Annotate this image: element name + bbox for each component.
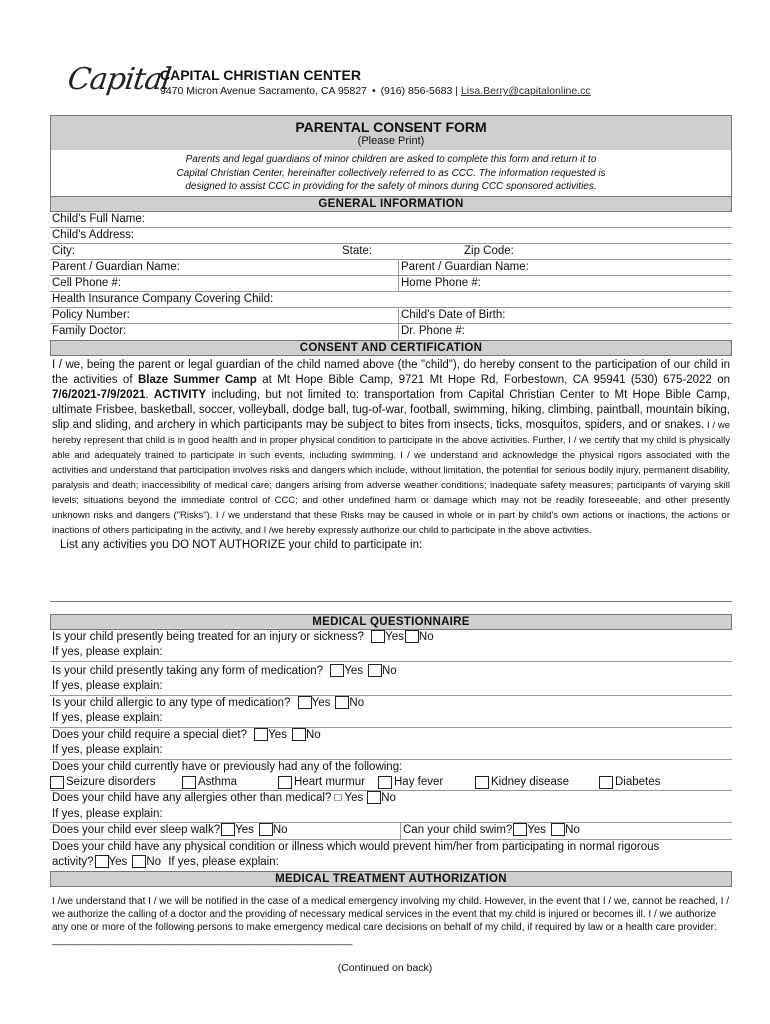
yes-label: Yes — [311, 696, 331, 709]
consent-text — [50, 356, 732, 538]
guardian-row — [50, 260, 732, 276]
no-checkbox[interactable] — [367, 791, 381, 804]
doctor-row — [50, 324, 732, 340]
asthma-checkbox[interactable] — [182, 776, 196, 789]
form-intro — [50, 150, 732, 196]
condition-hay-fever[interactable] — [378, 775, 475, 790]
explain-field[interactable]: If yes, please explain: — [50, 807, 732, 824]
insurance-field[interactable] — [50, 292, 732, 308]
child-dob-field[interactable]: Child's Date of Birth: — [398, 308, 505, 323]
question-text: Does your child ever sleep walk? — [52, 824, 221, 836]
medical-question-5: Does your child currently have or previously had any of the following: — [52, 760, 403, 773]
child-address-field[interactable] — [50, 228, 732, 244]
no-checkbox[interactable] — [335, 696, 349, 709]
no-label: No — [382, 664, 397, 677]
medical-question-7 — [52, 823, 400, 839]
diabetes-checkbox[interactable] — [599, 776, 613, 789]
yes-checkbox[interactable] — [221, 823, 235, 836]
consent-form — [50, 115, 732, 947]
kidney-checkbox[interactable] — [475, 776, 489, 789]
medical-question-8 — [400, 823, 580, 839]
organization-contact — [160, 85, 591, 97]
question-text: Is your child presently taking any form of medication? — [52, 664, 324, 677]
authorization-text: I /we understand that I / we will be notified in the case of a medical emergency involving my child. However, in the event that I / we, cannot be reached, I / we authorize the calling of a doctor and the providing of necessary medical services in the event that my child is injured or becomes ill. I / we authorize any one or more of the following persons to make emergency medical care decisions on behalf of my child, if required by law or a health care provider: ______________________________________________________ — [52, 895, 730, 946]
no-checkbox[interactable] — [368, 664, 382, 677]
seizure-checkbox[interactable] — [50, 776, 64, 789]
home-phone-field[interactable]: Home Phone #: — [398, 276, 481, 291]
consent-text-part: . — [145, 388, 154, 401]
intro-line: Capital Christian Center, hereinafter collectively referred to as CCC. The information requested is — [176, 167, 606, 179]
consent-text-part: I / we, being the parent or legal guardian of the child named above (the "child"), do hereby consent to the participation of our child in the activities of — [52, 358, 730, 386]
explain-label[interactable]: If yes, please explain: — [168, 856, 279, 868]
city-state-zip-row — [50, 244, 732, 260]
unauthorized-activities-label: List any activities you DO NOT AUTHORIZE your child to participate in: — [60, 538, 423, 551]
medical-treatment-authorization-heading: MEDICAL TREATMENT AUTHORIZATION — [50, 871, 732, 887]
hay-fever-checkbox[interactable] — [378, 776, 392, 789]
no-label: No — [418, 630, 434, 643]
yes-checkbox[interactable] — [330, 664, 344, 677]
no-checkbox[interactable] — [405, 630, 419, 643]
guardian-2-field[interactable]: Parent / Guardian Name: — [398, 260, 529, 275]
child-name-field[interactable] — [50, 212, 732, 228]
general-information-heading: GENERAL INFORMATION — [50, 196, 732, 212]
no-label: No — [349, 696, 365, 709]
doctor-phone-field[interactable]: Dr. Phone #: — [398, 324, 465, 340]
organization-email-link[interactable]: Lisa.Berry@capitalonline.cc — [460, 85, 591, 97]
organization-address: 9470 Micron Avenue Sacramento, CA 95827 — [160, 85, 368, 97]
medical-questionnaire-heading: MEDICAL QUESTIONNAIRE — [50, 614, 732, 630]
explain-field[interactable]: If yes, please explain: — [50, 679, 732, 696]
camp-name: Blaze Summer Camp — [137, 373, 257, 386]
letterhead — [62, 60, 742, 110]
medical-question-6 — [50, 791, 732, 807]
zip-field[interactable]: Zip Code: — [464, 244, 514, 257]
city-field[interactable]: City: — [52, 244, 75, 257]
yes-checkbox[interactable] — [298, 696, 312, 709]
camp-dates: 7/6/2021-7/9/2021 — [52, 388, 146, 401]
condition-label: Diabetes — [615, 776, 661, 788]
question-text: Does your child require a special diet? — [52, 728, 247, 741]
cell-phone-field[interactable]: Cell Phone #: — [52, 276, 122, 289]
condition-label: Heart murmur — [294, 776, 365, 788]
activity-label: ACTIVITY — [153, 388, 207, 401]
condition-label: Hay fever — [394, 776, 444, 788]
medical-question-2 — [50, 662, 732, 680]
yes-label: Yes — [385, 630, 404, 643]
heart-murmur-checkbox[interactable] — [278, 776, 292, 789]
organization-name: CAPITAL CHRISTIAN CENTER — [160, 67, 361, 83]
intro-line: Parents and legal guardians of minor children are asked to complete this form and return it to — [185, 154, 597, 165]
field-label: Child's Full Name: — [52, 212, 145, 225]
medical-question-3 — [50, 696, 732, 712]
yes-checkbox[interactable] — [371, 630, 385, 643]
yes-checkbox[interactable] — [95, 855, 109, 868]
form-title-box — [50, 115, 732, 150]
explain-field[interactable]: If yes, please explain: — [50, 711, 732, 728]
policy-row — [50, 308, 732, 324]
form-title: PARENTAL CONSENT FORM — [295, 119, 487, 135]
yes-checkbox[interactable] — [254, 728, 268, 741]
form-subtitle: (Please Print) — [357, 135, 425, 147]
condition-heart-murmur[interactable] — [278, 775, 378, 790]
field-label: Child's Address: — [52, 228, 135, 241]
consent-text-part: at Mt Hope Bible Camp, 9721 Mt Hope Rd, Forbestown, CA 95941 (530) 675-2022 on — [256, 373, 730, 386]
condition-diabetes[interactable] — [599, 775, 660, 790]
condition-label: Kidney disease — [491, 776, 569, 788]
explain-field[interactable]: If yes, please explain: — [50, 743, 732, 760]
question-text: Can your child swim? — [403, 824, 513, 836]
condition-label: Asthma — [198, 776, 237, 788]
capital-logo: Capital — [65, 62, 173, 97]
medical-question-9 — [50, 840, 732, 871]
explain-field[interactable]: If yes, please explain: — [50, 645, 732, 662]
field-label: Health Insurance Company Covering Child: — [52, 292, 274, 305]
policy-number-field[interactable]: Policy Number: — [52, 308, 130, 321]
yes-checkbox[interactable] — [513, 823, 527, 836]
consent-fine-print: I / we hereby represent that child is in good health and in proper physical condition to participate in the above activities. Further, I / we certify that my child is physically able and adequately trained to participate in such events, including swimming. I / we understand and acknowledge the physical rigors associated with the activities and understand that participation involves risks and dangers which include, without limitation, the potential for serious bodily injury, permanent disability, paralysis and death; inaccessibility of medical care; dangers arising from adverse weather conditions; inadequate safety measures; participants of varying skill levels; situations beyond the immediate control of CCC; and other undefined harm or damage which may not be readily foreseeable, and other presently unknown risks and dangers ("Risks"). I / we understand that these Risks may be caused in whole or in part by child's own actions or inactions, the actions or inactions of others participating in the activity, and I /we hereby expressly authorize our child to participate in the above activities. — [52, 419, 731, 536]
bullet-separator: • — [371, 85, 376, 97]
phone-row — [50, 276, 732, 292]
question-text: activity? — [52, 856, 94, 868]
intro-line: designed to assist CCC in providing for the safety of minors during CCC sponsored activities. — [185, 181, 597, 192]
consent-heading: CONSENT AND CERTIFICATION — [50, 340, 732, 356]
no-checkbox[interactable] — [292, 728, 306, 741]
conditions-row — [50, 775, 732, 791]
no-checkbox[interactable] — [551, 823, 565, 836]
question-text: Is your child allergic to any type of medication? — [52, 696, 291, 709]
question-text: Is your child presently being treated for an injury or sickness? — [52, 630, 364, 643]
no-label: No — [381, 792, 396, 804]
unauthorized-activities-field[interactable] — [50, 538, 732, 602]
medical-question-4 — [50, 728, 732, 744]
condition-label: Seizure disorders — [66, 776, 156, 788]
question-text: Does your child have any physical condition or illness which would prevent him/her from participating in normal rigorous — [52, 840, 660, 853]
question-text: Does your child have any allergies other than medical? □ Yes — [52, 792, 364, 804]
yes-label: Yes — [108, 856, 128, 868]
medical-question-1 — [50, 630, 732, 646]
yes-label: Yes — [344, 664, 363, 677]
condition-seizure[interactable] — [50, 775, 182, 790]
no-label: No — [305, 728, 321, 741]
guardian-1-field[interactable]: Parent / Guardian Name: — [52, 260, 180, 273]
sleep-swim-row — [50, 823, 732, 840]
family-doctor-field[interactable]: Family Doctor: — [52, 324, 127, 337]
yes-label: Yes — [268, 728, 287, 741]
no-label: No — [272, 824, 288, 836]
organization-phone: (916) 856-5683 | — [380, 85, 459, 97]
continued-on-back: (Continued on back) — [337, 962, 433, 974]
condition-kidney[interactable] — [475, 775, 599, 790]
no-label: No — [146, 856, 162, 868]
no-checkbox[interactable] — [132, 855, 146, 868]
no-label: No — [565, 824, 580, 836]
yes-label: Yes — [527, 824, 547, 836]
state-field[interactable]: State: — [342, 244, 373, 257]
consent-text-part: including, but not limited to: transportation from Capital Christian Center to Mt Hope Bible Camp, ultimate Frisbee, basketball, soccer, volleyball, dodge ball, tug-of-war, football, swimming, hiking, climbing, paintball, mountain biking, slip and sliding, and archery in which participants may be subject to bites from insects, ticks, mosquitos, spiders, and or snakes. — [52, 388, 731, 431]
yes-label: Yes — [235, 824, 254, 836]
no-checkbox[interactable] — [259, 823, 273, 836]
condition-asthma[interactable] — [182, 775, 278, 790]
